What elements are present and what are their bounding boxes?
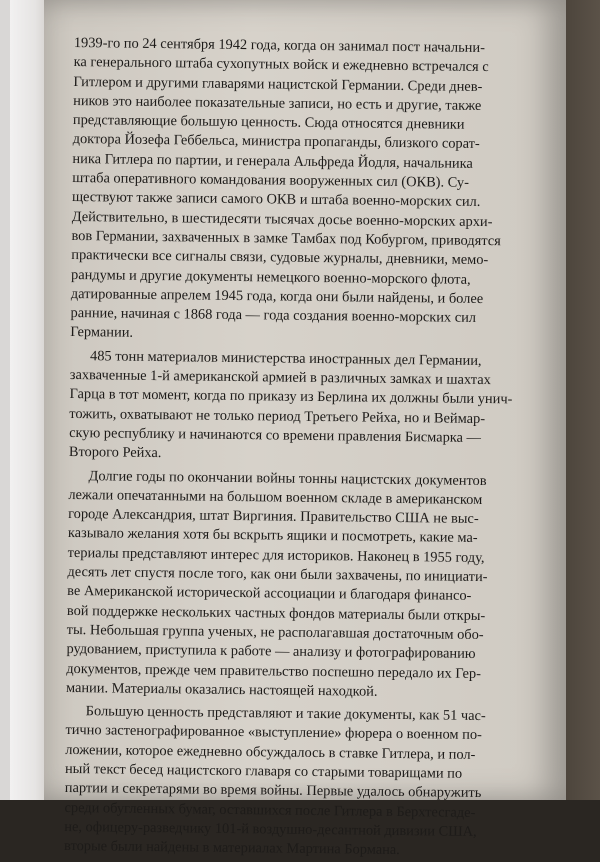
text-line: штаба оперативного командования вооруженных сил (ОКВ). Су- (72, 170, 470, 191)
text-line: датированные апрелем 1945 года, когда они были найдены, и более (70, 285, 484, 307)
text-line: скую республику и начинаются со времени правления Бисмарка — (69, 424, 482, 446)
text-line: ве Американской исторической ассоциации и благодаря финансо- (67, 583, 472, 605)
text-line: среди обугленных бумаг, оставшихся после Гитлера в Берхтесгаде- (64, 799, 476, 821)
text-line: тожить, охватывают не только период Третьего Рейха, но и Веймар- (69, 405, 486, 427)
text-line: ников это наиболее показательные записи, но есть и другие, также (73, 92, 482, 114)
text-line: ложении, которое ежедневно обсуждалось в ставке Гитлера, и пол- (65, 741, 476, 763)
text-line: ществуют также записи самого ОКВ и штаба военно-морских сил. (71, 189, 481, 211)
text-line: ранние, начиная с 1868 года — года создания военно-морских сил (70, 305, 477, 327)
text-line: ный текст бесед нацистского главаря со старыми товарищами по (64, 760, 463, 782)
text-line: ника Гитлера по партии, и генерала Альфреда Йодля, начальника (72, 150, 473, 172)
text-line: документов, прежде чем правительство поспешно передало их Гер- (66, 660, 482, 682)
text-line: вов Германии, захваченных в замке Тамбах под Кобургом, приводятся (71, 227, 501, 250)
text-line: Долгие годы по окончании войны тонны нацистских документов (88, 467, 487, 489)
book-spine (10, 0, 46, 800)
page-text (64, 34, 562, 862)
text-line: не, офицеру-разведчику 101-й воздушно-десантной дивизии США, (64, 818, 477, 840)
text-line: Действительно, в шестидесяти тысячах досье военно-морских архи- (71, 208, 493, 230)
text-line: мании. Материалы оказались настоящей находкой. (65, 679, 378, 700)
text-line: рудованием, приступила к работе — анализу и фотографированию (66, 641, 476, 663)
text-line: ты. Небольшая группа ученых, не располагавшая достаточным обо- (66, 621, 484, 643)
text-line: лежали опечатанными на большом военном складе в американском (68, 486, 483, 508)
text-line: Большую ценность представляют и такие документы, как 51 час- (85, 703, 486, 725)
text-line: представляющие большую ценность. Сюда относятся дневники (72, 112, 465, 133)
book-page (44, 0, 566, 859)
text-line: практически все сигналы связи, судовые журналы, дневники, мемо- (71, 247, 489, 269)
text-line: Гитлером и другими главарями нацистской Германии. Среди днев- (73, 73, 483, 95)
backdrop-left (0, 0, 10, 800)
text-line: Второго Рейха. (68, 444, 162, 462)
text-line: вторые были найдены в материалах Мартина Бормана. (63, 838, 400, 859)
text-line: городе Александрия, штат Виргиния. Правительство США не выс- (68, 506, 479, 528)
text-line: вой поддержке нескольких частных фондов материалы были откры- (66, 602, 486, 624)
text-line: партии и секретарями во время войны. Первые удалось обнаружить (64, 780, 482, 802)
text-line: тично застенографированное «выступление» фюрера о военном по- (65, 722, 482, 744)
text-line: Германии. (70, 324, 134, 342)
text-line: десять лет спустя после того, как они были захвачены, по инициати- (67, 563, 488, 586)
text-line: Гарца в тот момент, когда по приказу из Берлина их должны были унич- (69, 386, 513, 408)
text-line: рандумы и другие документы немецкого военно-морского флота, (70, 266, 471, 288)
text-line: ка генерального штаба сухопутных войск и ежедневно встречался с (73, 54, 489, 76)
text-line: доктора Йозефа Геббельса, министра пропаганды, близкого сорат- (72, 131, 480, 153)
text-line: захваченные 1-й американской армией в различных замках и шахтах (69, 367, 491, 389)
text-line: териалы представляют интерес для историков. Наконец в 1955 году, (67, 544, 485, 566)
text-line: казывало желания хотя бы вскрыть ящики и посмотреть, какие ма- (67, 525, 478, 547)
text-line: 485 тонн материалов министерства иностранных дел Германии, (89, 347, 482, 369)
text-line: 1939-го по 24 сентября 1942 года, когда он занимал пост начальни- (73, 34, 486, 57)
